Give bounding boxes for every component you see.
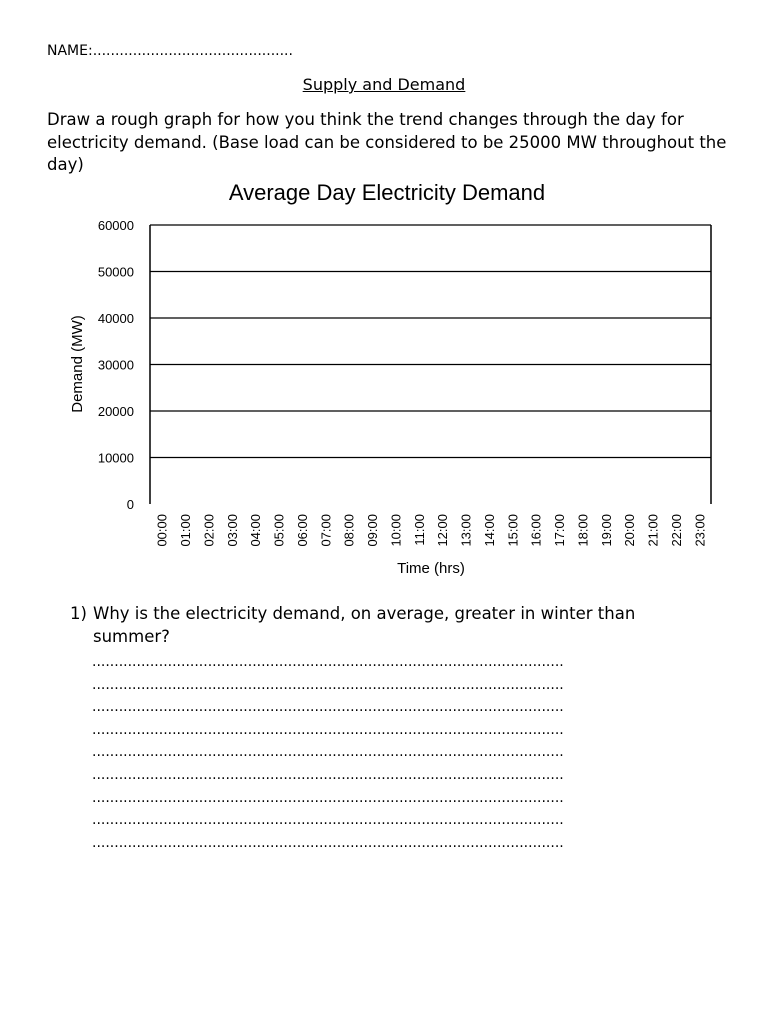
y-tick-label: 10000 bbox=[97, 450, 134, 466]
y-tick-label: 30000 bbox=[97, 357, 134, 373]
x-tick-label: 10:00 bbox=[388, 514, 404, 547]
x-tick-label: 22:00 bbox=[668, 514, 684, 547]
y-tick-label: 60000 bbox=[97, 218, 134, 233]
x-tick-label: 03:00 bbox=[224, 514, 240, 547]
x-tick-label: 07:00 bbox=[318, 514, 334, 547]
answer-line[interactable]: .......................................................................................................... bbox=[92, 699, 564, 716]
worksheet-title: Supply and Demand bbox=[302, 75, 466, 94]
x-tick-label: 23:00 bbox=[692, 514, 708, 547]
x-tick-label: 02:00 bbox=[201, 514, 217, 547]
x-tick-label: 11:00 bbox=[411, 514, 427, 546]
answer-line[interactable]: .......................................................................................................... bbox=[92, 654, 564, 670]
x-tick-label: 20:00 bbox=[622, 514, 638, 547]
y-axis-label: Demand (MW) bbox=[69, 315, 86, 413]
x-tick-label: 14:00 bbox=[481, 514, 497, 547]
chart-title: Average Day Electricity Demand bbox=[228, 180, 546, 205]
x-tick-label: 09:00 bbox=[365, 514, 381, 547]
answer-line[interactable]: .......................................................................................................... bbox=[92, 676, 564, 693]
x-tick-label: 05:00 bbox=[271, 514, 287, 547]
answer-line[interactable]: .......................................................................................................... bbox=[92, 812, 564, 829]
answer-line[interactable]: .......................................................................................................... bbox=[92, 721, 564, 738]
y-axis-ticks bbox=[98, 218, 134, 512]
chart-gridlines bbox=[150, 225, 711, 458]
answer-line[interactable]: .......................................................................................................... bbox=[92, 789, 564, 806]
x-tick-label: 00:00 bbox=[154, 514, 170, 547]
x-tick-label: 13:00 bbox=[458, 514, 474, 547]
x-tick-label: 08:00 bbox=[341, 514, 357, 547]
instructions-text: Draw a rough graph for how you think the trend changes through the day for electricity demand. (Base load can be considered to be 25000 MW throughout the day) bbox=[47, 110, 727, 174]
name-field[interactable]: NAME:............................................. bbox=[47, 43, 293, 59]
x-tick-label: 16:00 bbox=[528, 514, 544, 547]
x-tick-label: 04:00 bbox=[248, 514, 264, 547]
answer-line[interactable]: .......................................................................................................... bbox=[92, 766, 564, 783]
answer-line[interactable]: .......................................................................................................... bbox=[92, 834, 564, 851]
question-number: 1) bbox=[70, 604, 87, 623]
y-tick-label: 0 bbox=[126, 497, 134, 512]
x-tick-label: 18:00 bbox=[575, 514, 591, 547]
x-tick-label: 19:00 bbox=[598, 514, 614, 547]
answer-line[interactable]: .......................................................................................................... bbox=[92, 744, 564, 761]
y-tick-label: 40000 bbox=[97, 311, 134, 326]
x-tick-label: 17:00 bbox=[552, 514, 568, 547]
demand-chart[interactable] bbox=[0, 170, 768, 590]
y-tick-label: 20000 bbox=[97, 404, 134, 419]
answer-area[interactable] bbox=[92, 651, 712, 854]
x-tick-label: 01:00 bbox=[178, 514, 194, 547]
question-text: Why is the electricity demand, on average, greater in winter than summer? bbox=[93, 604, 636, 646]
x-axis-ticks bbox=[155, 514, 708, 547]
x-tick-label: 12:00 bbox=[435, 514, 451, 547]
x-axis-label: Time (hrs) bbox=[397, 560, 465, 577]
y-tick-label: 50000 bbox=[97, 264, 134, 280]
x-tick-label: 15:00 bbox=[505, 514, 521, 547]
x-tick-label: 21:00 bbox=[645, 514, 661, 547]
x-tick-label: 06:00 bbox=[294, 514, 310, 547]
